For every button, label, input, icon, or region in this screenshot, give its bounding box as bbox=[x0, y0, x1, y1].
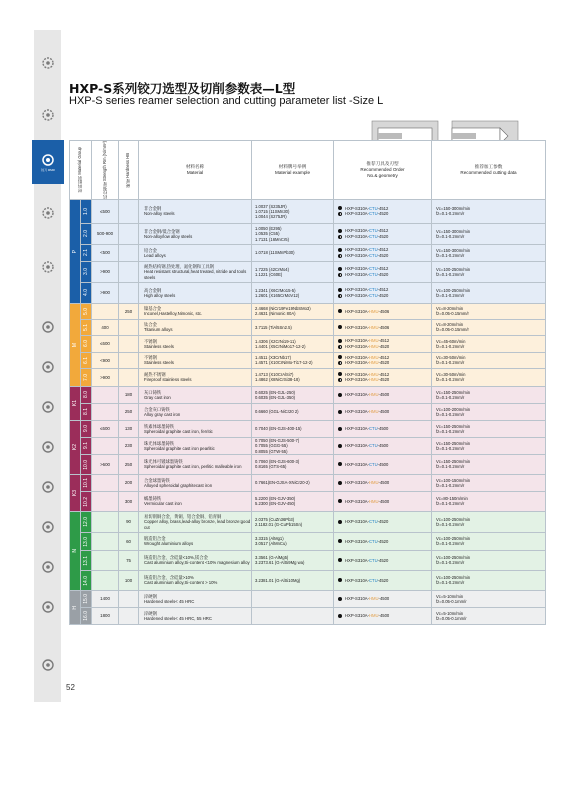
table-row bbox=[70, 244, 546, 261]
material-subgroup-cell: 2.1 bbox=[81, 244, 92, 261]
blind-hole-marker-icon bbox=[338, 254, 342, 258]
material-subgroup-cell: 5.0 bbox=[81, 303, 92, 319]
material-example-cell: 5.2200 (EN-GJV-350) 5.2300 (EN-GJV-450) bbox=[252, 491, 334, 511]
material-subgroup-cell: 6.1 bbox=[81, 352, 92, 368]
material-example-cell: 1.7225 (42CrMo4) 1.1221 (C60E) bbox=[252, 261, 334, 282]
hardness-cell: 75 bbox=[119, 550, 139, 570]
material-cell: 珠光体可锻球墨铸铁 Spheroidal graphite cast iron, perlitic malleable iron bbox=[139, 454, 252, 474]
material-subgroup-cell: 9.1 bbox=[81, 437, 92, 454]
sleeve-icon bbox=[40, 657, 56, 673]
through-hole-marker-icon bbox=[338, 427, 342, 431]
recommended-tool-cell: HXP-S310A-CTU-4520 bbox=[334, 511, 432, 532]
table-row bbox=[70, 550, 546, 570]
strength-cell: 1400 bbox=[92, 590, 119, 607]
side-nav-item[interactable] bbox=[34, 592, 61, 622]
material-cell: 不锈钢 Stainless steels bbox=[139, 335, 252, 352]
blind-hole-marker-icon bbox=[338, 273, 342, 277]
hardness-cell: 130 bbox=[119, 420, 139, 437]
cutting-data-cell: Vc=45-60m/min fz=0.1-0.2mm/r bbox=[432, 335, 546, 352]
through-hole-marker-icon bbox=[338, 355, 342, 359]
gear-icon bbox=[40, 107, 56, 123]
cutting-data-cell: Vc=100-150m/min fz=0.1-0.2mm/r bbox=[432, 474, 546, 491]
cutting-data-cell: Vc=150-250m/min fz=0.1-0.2mm/r bbox=[432, 420, 546, 437]
side-nav-item[interactable] bbox=[34, 392, 61, 422]
gear-icon bbox=[40, 259, 56, 275]
table-row bbox=[70, 199, 546, 223]
through-hole-marker-icon bbox=[338, 499, 342, 503]
through-hole-marker-icon bbox=[338, 539, 342, 543]
blind-hole-marker-icon bbox=[338, 212, 342, 216]
blind-hole-marker-icon bbox=[338, 361, 342, 365]
strength-cell bbox=[92, 550, 119, 570]
material-example-cell: 1.4511 (X3CrNb17) 1.4571 (X10CrNiMo-Ti17-12-2) bbox=[252, 352, 334, 368]
through-hole-marker-icon bbox=[338, 520, 342, 524]
hardness-cell bbox=[119, 223, 139, 244]
hardness-cell bbox=[119, 244, 139, 261]
material-cell: 锻造铝合金 Wrought aluminium alloys bbox=[139, 532, 252, 550]
hardness-cell: 200 bbox=[119, 474, 139, 491]
through-hole-marker-icon bbox=[338, 393, 342, 397]
material-example-cell: 3.2381.01 (G-AlSi10Mg) bbox=[252, 570, 334, 590]
table-row bbox=[70, 454, 546, 474]
material-example-cell bbox=[252, 607, 334, 624]
side-nav-item[interactable] bbox=[34, 352, 61, 382]
strength-cell bbox=[92, 474, 119, 491]
material-cell: 易切削铜合金、黄铜、铝合金铜、铅青铜 Copper alloy, brass,lead-alloy bronze, lead bronze:good cut bbox=[139, 511, 252, 532]
cutting-data-cell: Vc=100-250m/min fz=0.1-0.2mm/r bbox=[432, 550, 546, 570]
recommended-tool-cell: HXP-S310A-CTU-4512 HXP-S310A-CTU-4520 bbox=[334, 199, 432, 223]
hardness-cell: 60 bbox=[119, 532, 139, 550]
material-cell: 镍基合金 Inconel,Hastelloy,Nimonic, stc. bbox=[139, 303, 252, 319]
header-cutting-data: 推荐加工参数 Recommended cutting data bbox=[432, 141, 546, 200]
spiral-drill-icon bbox=[40, 359, 56, 375]
recommended-tool-cell: HXP-S310A-CTU-4520 bbox=[334, 570, 432, 590]
gear-icon bbox=[40, 205, 56, 221]
blind-hole-marker-icon bbox=[338, 345, 342, 349]
table-row bbox=[70, 303, 546, 319]
table-row bbox=[70, 532, 546, 550]
collet-icon bbox=[40, 559, 56, 575]
side-nav-item[interactable] bbox=[34, 48, 61, 78]
cutting-data-cell: Vc=150-250m/min fz=0.1-0.2mm/r bbox=[432, 437, 546, 454]
through-hole-marker-icon bbox=[338, 444, 342, 448]
material-subgroup-cell: 10.0 bbox=[81, 454, 92, 474]
strength-cell: ≤600 bbox=[92, 420, 119, 437]
recommended-tool-cell: HXP-S310A-CTU-4512 HXP-S310A-CTU-4520 bbox=[334, 223, 432, 244]
cutting-data-cell: Vc=100-250m/min fz=0.1-0.2mm/r bbox=[432, 511, 546, 532]
material-subgroup-cell: 12.0 bbox=[81, 511, 92, 532]
gear-icon bbox=[40, 55, 56, 71]
cutting-data-cell: Vc=100-250m/min fz=0.1-0.2mm/r bbox=[432, 261, 546, 282]
material-cell: 耐热结构钢,热处理、氮化钢和工具钢 Heat resistant structural,heat treated, nitride and tools steels bbox=[139, 261, 252, 282]
material-cell: 淬硬钢 Hardened steels< 45 HRC, 55 HRC bbox=[139, 607, 252, 624]
material-example-cell: 0.7040 (EN-GJS-400-15) bbox=[252, 420, 334, 437]
hardness-cell: 250 bbox=[119, 303, 139, 319]
hardness-cell: 250 bbox=[119, 454, 139, 474]
cutting-data-cell: Vc=100-250m/min fz=0.1-0.2mm/r bbox=[432, 282, 546, 303]
material-subgroup-cell: 5.1 bbox=[81, 319, 92, 335]
table-row bbox=[70, 368, 546, 386]
through-hole-marker-icon bbox=[338, 481, 342, 485]
recommended-tool-cell: HXP-S310A-HMU-4512 HXP-S310A-HMU-4520 bbox=[334, 352, 432, 368]
material-subgroup-cell: 10.2 bbox=[81, 491, 92, 511]
cutting-data-cell: Vc=150-250m/min fz=0.1-0.2mm/r bbox=[432, 454, 546, 474]
blind-hole-marker-icon bbox=[338, 378, 342, 382]
through-hole-marker-icon bbox=[338, 325, 342, 329]
side-nav-active-reamer[interactable] bbox=[32, 140, 64, 184]
side-nav-rail bbox=[34, 30, 61, 702]
material-cell: 铸造铝合金、含硅量>10% Cast aluminium alloy,Si-content > 10% bbox=[139, 570, 252, 590]
material-example-cell: 0.7050 (EN-GJS-500-7) 0.7055 (GGG-55) 0.8055 (GTW-55) bbox=[252, 437, 334, 454]
recommended-tool-cell: HXP-S310A-HMU-4500 bbox=[334, 386, 432, 403]
hardness-cell: 100 bbox=[119, 570, 139, 590]
cutting-data-cell: Vc=30-50m/min fz=0.1-0.2mm/r bbox=[432, 368, 546, 386]
recommended-tool-cell: HXP-S310A-CTU-4512 HXP-S310A-CTU-4520 bbox=[334, 282, 432, 303]
material-subgroup-cell: 16.0 bbox=[81, 607, 92, 624]
side-nav-item[interactable] bbox=[34, 650, 61, 680]
side-nav-item[interactable] bbox=[34, 100, 61, 130]
hardness-cell bbox=[119, 590, 139, 607]
side-nav-item[interactable] bbox=[34, 552, 61, 582]
recommended-tool-cell: HXP-S310A-CTU-4520 bbox=[334, 550, 432, 570]
tool-holder-icon bbox=[40, 319, 56, 335]
material-subgroup-cell: 4.0 bbox=[81, 282, 92, 303]
material-example-cell: 0.7661(EN-GJSA-XNiCr20-2) bbox=[252, 474, 334, 491]
material-example-cell bbox=[252, 590, 334, 607]
strength-cell: ≤500 bbox=[92, 199, 119, 223]
recommended-tool-cell: HXP-S310A-HMU-4506 bbox=[334, 319, 432, 335]
material-subgroup-cell: 9.0 bbox=[81, 420, 92, 437]
header-material-group: 材料组别 Material Group bbox=[70, 141, 92, 200]
table-row bbox=[70, 223, 546, 244]
strength-cell bbox=[92, 403, 119, 420]
table-row bbox=[70, 607, 546, 624]
material-example-cell: 1.4306 (X2CrNi19-11) 1.4401 (X5CrNiMo17-12-2) bbox=[252, 335, 334, 352]
material-cell: 珠光体球墨铸铁 Spheroidal graphite cast iron pearlitic bbox=[139, 437, 252, 454]
cutting-data-cell: Vc=150-300m/min fz=0.1-0.2mm/r bbox=[432, 199, 546, 223]
through-hole-marker-icon bbox=[338, 462, 342, 466]
material-cell: 淬硬钢 Hardened steels< 45 HRC bbox=[139, 590, 252, 607]
table-row bbox=[70, 352, 546, 368]
tap-icon bbox=[40, 399, 56, 415]
recommended-tool-cell: HXP-S310A-CTU-4512 HXP-S310A-CTU-4520 bbox=[334, 244, 432, 261]
through-hole-marker-icon bbox=[338, 614, 342, 618]
blind-hole-marker-icon bbox=[338, 294, 342, 298]
material-subgroup-cell: 10.1 bbox=[81, 474, 92, 491]
table-row bbox=[70, 335, 546, 352]
cutting-data-cell: Vc=150-300m/min fz=0.1-0.2mm/r bbox=[432, 244, 546, 261]
header-material: 材料名称 Material bbox=[139, 141, 252, 200]
cutting-data-cell: Vc=5-10m/min fz=0.05-0.1mm/r bbox=[432, 590, 546, 607]
table-row bbox=[70, 570, 546, 590]
reamer-icon bbox=[40, 152, 56, 168]
material-example-cell: 0.6025 (EN-GJL-250) 0.6035 (EN-GJL-350) bbox=[252, 386, 334, 403]
strength-cell: 400 bbox=[92, 319, 119, 335]
strength-cell: 500-900 bbox=[92, 223, 119, 244]
material-cell: 耐热不锈钢 Fireproof stainless steels bbox=[139, 368, 252, 386]
recommended-tool-cell: HXP-S310A-HMU-4500 bbox=[334, 607, 432, 624]
through-hole-marker-icon bbox=[338, 410, 342, 414]
strength-cell bbox=[92, 491, 119, 511]
hardness-cell bbox=[119, 335, 139, 352]
strength-cell bbox=[92, 303, 119, 319]
cutting-data-cell: Vc=8-20m/min fz=0.05-0.15mm/r bbox=[432, 319, 546, 335]
material-cell: 铸造铝合金、含硅量<10%,镁合金 Cast aluminium alloy,Si-content <10% magnesium alloy bbox=[139, 550, 252, 570]
header-recommended: 推荐刀具及刃型 Recommended Order No.& geometry bbox=[334, 141, 432, 200]
hardness-cell: 230 bbox=[119, 437, 139, 454]
strength-cell bbox=[92, 532, 119, 550]
hardness-cell bbox=[119, 282, 139, 303]
through-hole-marker-icon bbox=[338, 372, 342, 376]
material-group-cell: K3 bbox=[70, 474, 81, 511]
recommended-tool-cell: HXP-S310A-CTU-4520 bbox=[334, 532, 432, 550]
material-example-cell: 3.7115 (TiAl5Sn2.5) bbox=[252, 319, 334, 335]
cutting-data-cell: Vc=8-20m/min fz=0.05-0.15mm/r bbox=[432, 303, 546, 319]
material-subgroup-cell: 6.0 bbox=[81, 335, 92, 352]
header-hardness: 硬度 Hardness HB bbox=[119, 141, 139, 200]
strength-cell bbox=[92, 511, 119, 532]
material-subgroup-cell: 13.1 bbox=[81, 550, 92, 570]
recommended-tool-cell: HXP-S310A-HMU-4506 bbox=[334, 303, 432, 319]
material-cell: 铅合金 Lead alloys bbox=[139, 244, 252, 261]
hardness-cell: 300 bbox=[119, 491, 139, 511]
cutting-data-cell: Vc=150-250m/min fz=0.1-0.2mm/r bbox=[432, 386, 546, 403]
table-row bbox=[70, 403, 546, 420]
material-cell: 非合金钢/低合金钢 Non-alloy/low alloy steels bbox=[139, 223, 252, 244]
table-row bbox=[70, 474, 546, 491]
material-cell: 合金球墨铸铁 Alloyed spheroidal graphitecast iron bbox=[139, 474, 252, 491]
material-group-cell: M bbox=[70, 303, 81, 386]
material-example-cell: 1.0718 (11SMnPb30) bbox=[252, 244, 334, 261]
strength-cell: >900 bbox=[92, 282, 119, 303]
page-number: 52 bbox=[66, 683, 75, 692]
recommended-tool-cell: HXP-S310A-HMU-4512 HXP-S310A-HMU-4520 bbox=[334, 368, 432, 386]
boring-bar-icon bbox=[40, 479, 56, 495]
hardness-cell bbox=[119, 199, 139, 223]
material-example-cell: 3.3561 (G-AlMg5) 3.2373.61 (G-AlSi9Mg wa) bbox=[252, 550, 334, 570]
through-hole-marker-icon bbox=[338, 597, 342, 601]
material-group-cell: K2 bbox=[70, 420, 81, 474]
table-row bbox=[70, 590, 546, 607]
cutting-data-cell: Vc=80-150m/min fz=0.1-0.2mm/r bbox=[432, 491, 546, 511]
material-subgroup-cell: 14.0 bbox=[81, 570, 92, 590]
table-row bbox=[70, 282, 546, 303]
material-subgroup-cell: 7.0 bbox=[81, 368, 92, 386]
hardness-cell bbox=[119, 261, 139, 282]
cutting-data-cell: Vc=30-50m/min fz=0.1-0.2mm/r bbox=[432, 352, 546, 368]
hardness-cell bbox=[119, 368, 139, 386]
strength-cell bbox=[92, 437, 119, 454]
hardness-cell bbox=[119, 352, 139, 368]
material-example-cell: 1.0050 (E295) 1.0535 (C55) 1.7131 (16MnCr5) bbox=[252, 223, 334, 244]
material-subgroup-cell: 3.0 bbox=[81, 261, 92, 282]
material-cell: 铁素体球墨铸铁 Spheroidal graphite cast iron, ferritic bbox=[139, 420, 252, 437]
through-hole-marker-icon bbox=[338, 229, 342, 233]
material-cell: 蠕墨铸铁 Vermicular cast iron bbox=[139, 491, 252, 511]
material-example-cell: 2.4668 (NiCr19Fe19NbSMo3) 2.4631 (Nimonic 80A) bbox=[252, 303, 334, 319]
side-nav-item[interactable] bbox=[34, 472, 61, 502]
side-nav-item[interactable] bbox=[34, 312, 61, 342]
recommended-tool-cell: HXP-S310A-CTU-4500 bbox=[334, 420, 432, 437]
header-strength: 抗拉强度 Strength Rm (N/mm²) bbox=[92, 141, 119, 200]
material-example-cell: 3.3315 (AlMg1) 3.0517 (AlMnCu) bbox=[252, 532, 334, 550]
hardness-cell bbox=[119, 319, 139, 335]
material-cell: 高合金钢 High alloy steels bbox=[139, 282, 252, 303]
material-example-cell: 2.0375 (CuZn36Pb3) 2.1182.01 (G-CuPb15Sn) bbox=[252, 511, 334, 532]
material-cell: 不锈钢 Stainless steels bbox=[139, 352, 252, 368]
side-nav-item[interactable] bbox=[34, 252, 61, 282]
through-hole-marker-icon bbox=[338, 206, 342, 210]
strength-cell: ≤600 bbox=[92, 335, 119, 352]
table-row bbox=[70, 511, 546, 532]
recommended-tool-cell: HXP-S310A-CTU-4500 bbox=[334, 437, 432, 454]
strength-cell bbox=[92, 570, 119, 590]
blind-hole-marker-icon bbox=[338, 235, 342, 239]
side-nav-item[interactable] bbox=[34, 432, 61, 462]
hardness-cell: 180 bbox=[119, 386, 139, 403]
cutting-data-cell: Vc=100-200m/min fz=0.1-0.2mm/r bbox=[432, 403, 546, 420]
cutting-data-cell: Vc=100-250m/min fz=0.1-0.2mm/r bbox=[432, 532, 546, 550]
recommended-tool-cell: HXP-S310A-HMU-4500 bbox=[334, 491, 432, 511]
table-row bbox=[70, 319, 546, 335]
material-cell: 灰口铸铁 Gray cast iron bbox=[139, 386, 252, 403]
strength-cell: <900 bbox=[92, 352, 119, 368]
reamer-icon bbox=[40, 439, 56, 455]
endmill-icon bbox=[40, 599, 56, 615]
material-subgroup-cell: 1.0 bbox=[81, 199, 92, 223]
material-group-cell: P bbox=[70, 199, 81, 303]
material-example-cell: 1.2341 (X6CrMo15-5) 1.2601 (X165CrMoV12) bbox=[252, 282, 334, 303]
cutting-data-cell: Vc=5-10m/min fz=0.05-0.1mm/r bbox=[432, 607, 546, 624]
through-hole-marker-icon bbox=[338, 267, 342, 271]
reamer-parameter-table bbox=[69, 140, 546, 625]
strength-cell: >600 bbox=[92, 454, 119, 474]
through-hole-marker-icon bbox=[338, 578, 342, 582]
material-example-cell: 0.7060 (EN-GJS-600-3) 0.8165 (GTS-65) bbox=[252, 454, 334, 474]
page-title-en: HXP-S series reamer selection and cutting parameter list -Size L bbox=[69, 95, 384, 107]
table-row bbox=[70, 261, 546, 282]
table-row bbox=[70, 386, 546, 403]
hardness-cell: 90 bbox=[119, 511, 139, 532]
recommended-tool-cell: HXP-S310A-HMU-4500 bbox=[334, 474, 432, 491]
material-cell: 钛合金 Titanium alloys bbox=[139, 319, 252, 335]
side-nav-active-label: 铰刀 RMR bbox=[41, 168, 55, 172]
strength-cell: <500 bbox=[92, 244, 119, 261]
material-example-cell: 1.4713 (X10CrAlSi7) 1.4862 (X8NiCrSi38-18) bbox=[252, 368, 334, 386]
table-row bbox=[70, 491, 546, 511]
recommended-tool-cell: HXP-S310A-CTU-4500 bbox=[334, 454, 432, 474]
recommended-tool-cell: HXP-S310A-CTU-4512 HXP-S310A-CTU-4520 bbox=[334, 261, 432, 282]
chuck-icon bbox=[40, 519, 56, 535]
strength-cell bbox=[92, 386, 119, 403]
recommended-tool-cell: HXP-S310A-HMU-4500 bbox=[334, 590, 432, 607]
material-subgroup-cell: 13.0 bbox=[81, 532, 92, 550]
cutting-data-cell: Vc=100-250m/min fz=0.1-0.2mm/r bbox=[432, 570, 546, 590]
hardness-cell bbox=[119, 607, 139, 624]
strength-cell: >900 bbox=[92, 368, 119, 386]
material-subgroup-cell: 8.0 bbox=[81, 386, 92, 403]
material-group-cell: H bbox=[70, 590, 81, 624]
through-hole-marker-icon bbox=[338, 339, 342, 343]
material-cell: 合金灰口铸铁 Alloy gray cast iron bbox=[139, 403, 252, 420]
through-hole-marker-icon bbox=[338, 309, 342, 313]
material-group-cell: K1 bbox=[70, 386, 81, 420]
material-subgroup-cell: 15.0 bbox=[81, 590, 92, 607]
material-example-cell: 1.0037 (S235JR) 1.0715 (11SMn30) 1.0044 (S275JR) bbox=[252, 199, 334, 223]
through-hole-marker-icon bbox=[338, 248, 342, 252]
through-hole-marker-icon bbox=[338, 288, 342, 292]
hardness-cell: 250 bbox=[119, 403, 139, 420]
header-material-example: 材料牌号举例 Material example bbox=[252, 141, 334, 200]
material-example-cell: 0.6660 (GGL-NiCr20 2) bbox=[252, 403, 334, 420]
through-hole-marker-icon bbox=[338, 558, 342, 562]
side-nav-item[interactable] bbox=[34, 198, 61, 228]
strength-cell: >900 bbox=[92, 261, 119, 282]
table-row bbox=[70, 437, 546, 454]
side-nav-item[interactable] bbox=[34, 512, 61, 542]
table-row bbox=[70, 420, 546, 437]
material-subgroup-cell: 8.1 bbox=[81, 403, 92, 420]
material-cell: 非合金钢 Non-alloy steels bbox=[139, 199, 252, 223]
recommended-tool-cell: HXP-S310A-HMU-4512 HXP-S310A-HMU-4520 bbox=[334, 335, 432, 352]
material-group-cell: N bbox=[70, 511, 81, 590]
material-subgroup-cell: 2.0 bbox=[81, 223, 92, 244]
recommended-tool-cell: HXP-S310A-HMU-4500 bbox=[334, 403, 432, 420]
cutting-data-cell: Vc=150-300m/min fz=0.1-0.2mm/r bbox=[432, 223, 546, 244]
page-title-cn: HXP-S系列铰刀选型及切削参数表—L型 bbox=[69, 81, 296, 96]
strength-cell: 1800 bbox=[92, 607, 119, 624]
